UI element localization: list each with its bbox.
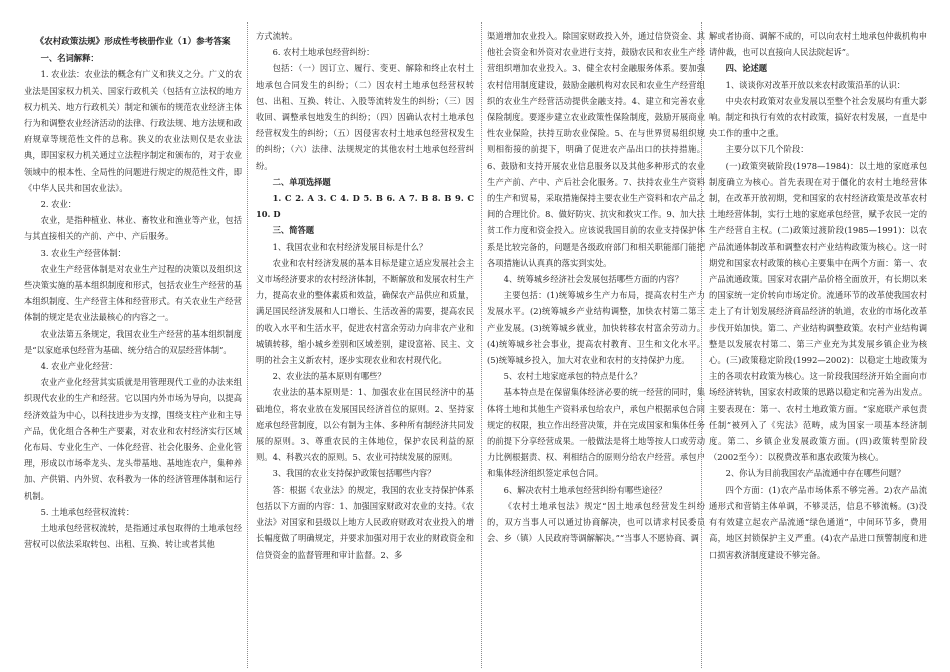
paragraph: 主要分以下几个阶段：	[725, 144, 809, 155]
text-column-2	[256, 28, 474, 664]
paragraph: 3. 农业生产经营体制：	[40, 247, 126, 258]
paragraph: 基本特点是在保留集体经济必要的统一经营的同时，集体将土地和其他生产资料承包给农户，承包户根据承包合同规定的权限，独立作出经营决策，并在完成国家和集体任务的前提下分享经营成果。一般做法是将土地等按人口或劳动力比例根据责、权、利相结合的原则分给农户经营。承包户和集体经济组织签定承包合同。	[487, 387, 705, 479]
paragraph: 主要包括：(1)统筹城乡生产力布局，提高农村生产力发展水平。(2)统筹城乡产业结构调整，加快农村第二第三产业发展。(3)统筹城乡就业，加快转移农村富余劳动力。(4)统筹城乡社会事业，提高农村教育、卫生和文化水平。(5)统筹城乡投入，加大对农业和农村的支持保护力度。	[487, 290, 705, 366]
paragraph: 2、农业法的基本原则有哪些？	[272, 371, 386, 382]
paragraph: 4、统筹城乡经济社会发展包括哪些方面的内容？	[503, 274, 684, 285]
text-column-1	[24, 28, 242, 664]
paragraph: 6. 农村土地承包经营纠纷：	[272, 47, 375, 58]
paragraph: 解或者协商、调解不成的，可以向农村土地承包仲裁机构申请仲裁，也可以直接向人民法院起诉”。	[709, 31, 927, 58]
column-divider	[481, 22, 482, 668]
document-title: 《农村政策法规》形成性考核册作业（1）参考答案	[35, 37, 231, 47]
paragraph: 方式流转。	[256, 31, 298, 41]
paragraph: 《农村土地承包法》规定“因土地承包经营发生纠纷的，双方当事人可以通过协商解决，也可以请求村民委员会、乡（镇）人民政府等调解解决。”“当事人不愿协商、调	[487, 500, 705, 544]
paragraph: 1、我国农业和农村经济发展目标是什么？	[272, 241, 428, 252]
paragraph: 4. 农业产业化经营：	[40, 361, 118, 372]
paragraph: 土地承包经营权流转，是指通过承包取得的土地承包经营权可以依法采取转包、出租、互换、转让或者其他	[24, 523, 242, 550]
paragraph: 四个方面：(1)农产品市场体系不够完善。2)农产品流通形式和营销主体单调，不够灵活，信息不够流畅。(3)没有有效建立起农产品流通“绿色通道”，中间环节多，费用高，地区封锁保护主义严重。(4)农产品进口预警制度和进口损害救济制度建设不够完备。	[709, 484, 927, 560]
paragraph: 农业和农村经济发展的基本目标是建立适应发展社会主义市场经济要求的农村经济体制，不断解放和发展农村生产力，提高农业的整体素质和效益，确保农产品供应和质量，满足国民经济发展和人口增长、生活改善的需要，提高农民的收入水平和生活水平，促进农村富余劳动力向非农产业和城镇转移，缩小城乡差别和区域差别，建设富裕、民主、文明的社会主义新农村，逐步实现农业和农村现代化。	[256, 257, 474, 366]
paragraph: 包括：（一）因订立、履行、变更、解除和终止农村土地承包合同发生的纠纷；（二）因农村土地承包经营权转包、出租、互换、转让、入股等流转发生的纠纷；（三）因收回、调整承包地发生的纠纷；（四）因确认农村土地承包经营权发生的纠纷；（五）因侵害农村土地承包经营权发生的纠纷；（六）法律、法规规定的其他农村土地承包经营纠纷。	[256, 63, 474, 171]
paragraph: 3、我国的农业支持保护政策包括哪些内容？	[272, 468, 436, 479]
text-column-4	[709, 28, 927, 664]
paragraph: 农业法第五条规定，我国农业生产经营的基本组织制度是“以家庭承包经营为基础、统分结合的双层经营体制”。	[24, 328, 242, 355]
paragraph: 农业生产经营体制是对农业生产过程的决策以及组织这些决策实施的基本组织制度和形式，包括农业生产经营的基本组织制度、生产经营主体和经营形式。有关农业生产经营体制的规定是农业法最核心的内容之一。	[24, 263, 242, 323]
paragraph: 2. 农业：	[40, 199, 77, 210]
paragraph: 农业，是指种植业、林业、畜牧业和渔业等产业，包括与其直接相关的产前、产中、产后服务。	[24, 215, 242, 242]
section-heading: 二、单项选择题	[272, 176, 331, 187]
paragraph: 农业法的基本原则是：1、加强农业在国民经济中的基础地位，将农业放在发展国民经济首位的原则。2、坚持家庭承包经营制度，以公有制为主体、多种所有制经济共同发展的原则。3、尊重农民的主体地位，保护农民利益的原则。4、科教兴农的原则。5、农业可持续发展的原则。	[256, 387, 474, 463]
paragraph: 答：根据《农业法》的规定，我国的农业支持保护体系包括以下方面的内容：1、加强国家财政对农业的支持。《农业法》对国家和县级以上地方人民政府财政对农业投入的增长幅度做了明确规定，并要求加强对用于农业的财政资金和信贷资金的监督管理和审计监督。2、多	[256, 484, 474, 560]
paragraph: 5、农村土地家庭承包的特点是什么？	[503, 371, 642, 382]
column-divider	[247, 22, 248, 668]
paragraph: 农业产业化经营其实质就是用管理现代工业的办法来组织现代农业的生产和经营。它以国内外市场为导向，以提高经济效益为中心，以科技进步为支撑，围绕支柱产业和主导产品，优化组合各种生产要素，对农业和农村经济实行区域化布局、专业化生产、一体化经营、社会化服务、企业化管理，形成以市场牵龙头、龙头带基地、基地连农户，集种养加、产供销、内外贸、农科教为一体的经济管理体制和运行机制。	[24, 377, 242, 501]
section-heading: 四、论述题	[725, 63, 768, 74]
section-heading: 一、名词解释：	[40, 53, 99, 64]
section-heading: 三、简答题	[272, 225, 315, 236]
paragraph: 渠道增加农业投入。除国家财政投入外，通过信贷资金、其他社会资金和外资对农业进行支持，鼓励农民和农业生产经营组织增加农业投入。3、健全农村金融服务体系。要加强农村信用制度建设，鼓励金融机构对农民和农业生产经营组织的农业生产经营活动提供金融支持。4、建立和完善农业保险制度。要逐步建立农业政策性保险制度，鼓励开展商业性农业保险，扶持互助农业保险。5、在与世界贸易组织规则相衔接的前提下，明确了促进农产品出口的扶持措施。6、鼓励和支持开展农业信息服务以及其他多种形式的农业生产产前、产中、产后社会化服务。7、扶持农业生产资料的生产和贸易，采取措施保持主要农业生产资料和农产品之间的合理比价。8、做好防灾、抗灾和救灾工作。9、加大扶贫工作力度和资金投入。应该说我国目前的农业支持保护体系是比较完备的，问题是各级政府部门和相关职能部门能把各项措施认认真真的落实到实处。	[487, 31, 705, 268]
paragraph: 中央农村政策对农业发展以至整个社会发展均有重大影响。制定和执行有效的农村政策，搞好农村发展，一直是中央工作的重中之重。	[709, 95, 927, 139]
section-heading: 1. C 2. A 3. C 4. D 5. B 6. A 7. B 8. B 9. C 10. D	[256, 193, 474, 220]
paragraph: 5. 土地承包经营权流转：	[40, 506, 135, 517]
column-divider	[701, 22, 702, 668]
paragraph: 6、解决农村土地承包经营纠纷有哪些途径？	[503, 484, 667, 495]
text-column-3	[487, 28, 705, 664]
paragraph: 1. 农业法：农业法的概念有广义和狭义之分。广义的农业法是国家权力机关、国家行政机关（包括有立法权的地方权力机关、地方行政机关）制定和颁布的规范农业经济主体行为和调整农业经济活动的法律、行政法规、地方法规和政府规章等规范性文件的总称。狭义的农业法则仅是农业法典，即国家权力机关通过立法程序制定和颁布的，对于农业领域中的根本性、全局性的问题进行规定的规范性文件，即《中华人民共和国农业法》。	[24, 69, 242, 193]
paragraph: (一)政策突破阶段(1978—1984)：以土地的家庭承包制度确立为核心。首先表现在对于僵化的农村土地经营体制，在改革开放初期，党和国家的农村经济政策是改革农村土地经营体制，实行土地的家庭承包经营，赋予农民一定的生产经营自主权。(二)政策过渡阶段(1985—1991)：以农产品流通体制改革和调整农村产业结构政策为核心。这一时期党和国家农村政策的核心主要集中在两个方面：第一、农产品流通政策。国家对农副产品价格全面放开，有长期以来的国家统一定价转向市场定价。流通环节的改革使我国农村走上了有计划发展经济商品经济的轨道，农业的市场化改革步伐开始加快。第二、产业结构调整政策。农村产业结构调整是以发展农村第二、第三产业充为其发展乡镇企业为核心。(三)政策稳定阶段(1992—2002)：以稳定土地政策为主的各项农村政策为核心。这一阶段我国经济开始全面向市场经济转轨，国家农村政策的思路以稳定和完善为出发点。主要表现在：第一、农村土地政策方面。“家庭联产承包责任制”被列入了《宪法》范畴，成为国家一项基本经济制度。第二、乡镇企业发展政策方面。(四)政策转型阶段（2002至今）：以税费改革和惠农政策为核心。	[709, 160, 927, 463]
paragraph: 1、谈谈你对改革开放以来农村政策沿革的认识：	[725, 79, 906, 90]
paragraph: 2、你认为目前我国农产品流通中存在哪些问题？	[725, 468, 906, 479]
